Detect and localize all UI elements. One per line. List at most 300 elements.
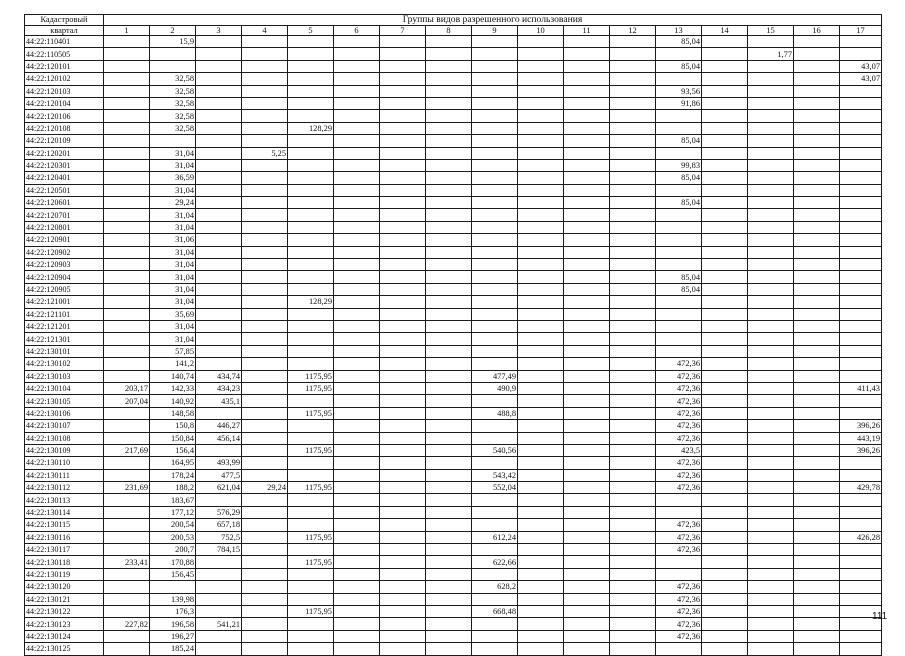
value-cell-group-17 [840,457,882,469]
value-cell-group-4 [242,605,288,617]
value-cell-group-8 [426,172,472,184]
value-cell-group-4 [242,544,288,556]
value-cell-group-1 [104,469,150,481]
value-cell-group-5 [288,147,334,159]
value-cell-group-16 [794,60,840,72]
value-cell-group-6 [334,382,380,394]
value-cell-group-4 [242,457,288,469]
table-row [25,97,882,109]
cadastral-quarter-cell: 44:22:130109 [25,444,104,456]
value-cell-group-1 [104,630,150,642]
table-row [25,370,882,382]
value-cell-group-12 [610,246,656,258]
value-cell-group-17 [840,259,882,271]
group-number-header: 10 [518,25,564,36]
value-cell-group-6 [334,209,380,221]
value-cell-group-13 [656,296,702,308]
value-cell-group-4 [242,618,288,630]
value-cell-group-5 [288,494,334,506]
value-cell-group-16 [794,432,840,444]
value-cell-group-12 [610,556,656,568]
value-cell-group-6 [334,544,380,556]
value-cell-group-12 [610,531,656,543]
cadastral-quarter-cell: 44:22:130101 [25,345,104,357]
value-cell-group-5 [288,519,334,531]
value-cell-group-13: 85,04 [656,36,702,48]
value-cell-group-12 [610,494,656,506]
value-cell-group-10 [518,581,564,593]
value-cell-group-1: 233,41 [104,556,150,568]
value-cell-group-5 [288,97,334,109]
value-cell-group-10 [518,246,564,258]
value-cell-group-4: 29,24 [242,482,288,494]
value-cell-group-14 [702,271,748,283]
value-cell-group-12 [610,147,656,159]
value-cell-group-4 [242,568,288,580]
value-cell-group-2: 139,98 [150,593,196,605]
table-row [25,581,882,593]
value-cell-group-17 [840,358,882,370]
value-cell-group-9 [472,259,518,271]
value-cell-group-5 [288,544,334,556]
value-cell-group-9 [472,296,518,308]
value-cell-group-5 [288,271,334,283]
value-cell-group-9 [472,643,518,655]
value-cell-group-7 [380,48,426,60]
value-cell-group-15 [748,469,794,481]
value-cell-group-15 [748,135,794,147]
value-cell-group-15 [748,395,794,407]
value-cell-group-12 [610,221,656,233]
value-cell-group-17 [840,159,882,171]
value-cell-group-11 [564,184,610,196]
value-cell-group-1 [104,184,150,196]
value-cell-group-7 [380,184,426,196]
value-cell-group-17 [840,296,882,308]
table-row [25,209,882,221]
value-cell-group-10 [518,97,564,109]
value-cell-group-4 [242,246,288,258]
value-cell-group-4 [242,370,288,382]
cadastral-quarter-cell: 44:22:120108 [25,122,104,134]
value-cell-group-10 [518,197,564,209]
table-row [25,432,882,444]
value-cell-group-3 [196,234,242,246]
value-cell-group-1 [104,296,150,308]
value-cell-group-17 [840,221,882,233]
value-cell-group-8 [426,97,472,109]
value-cell-group-4 [242,320,288,332]
value-cell-group-5 [288,48,334,60]
value-cell-group-10 [518,60,564,72]
value-cell-group-7 [380,159,426,171]
value-cell-group-2: 32,58 [150,73,196,85]
value-cell-group-2: 185,24 [150,643,196,655]
value-cell-group-3 [196,320,242,332]
value-cell-group-4 [242,358,288,370]
value-cell-group-3 [196,643,242,655]
value-cell-group-1: 217,69 [104,444,150,456]
value-cell-group-13: 472,36 [656,618,702,630]
value-cell-group-17 [840,581,882,593]
value-cell-group-9 [472,172,518,184]
value-cell-group-2 [150,48,196,60]
cadastral-quarter-cell: 44:22:130103 [25,370,104,382]
value-cell-group-15 [748,320,794,332]
value-cell-group-13: 472,36 [656,407,702,419]
value-cell-group-13 [656,568,702,580]
value-cell-group-11 [564,259,610,271]
value-cell-group-4 [242,234,288,246]
table-row [25,482,882,494]
value-cell-group-6 [334,122,380,134]
value-cell-group-15 [748,333,794,345]
value-cell-group-17: 43,07 [840,73,882,85]
value-cell-group-17 [840,568,882,580]
value-cell-group-3 [196,73,242,85]
value-cell-group-11 [564,320,610,332]
value-cell-group-13 [656,259,702,271]
value-cell-group-17: 43,07 [840,60,882,72]
value-cell-group-17 [840,122,882,134]
value-cell-group-15 [748,197,794,209]
value-cell-group-9 [472,147,518,159]
cadastral-quarter-cell: 44:22:130104 [25,382,104,394]
value-cell-group-11 [564,358,610,370]
table-row [25,618,882,630]
value-cell-group-11 [564,420,610,432]
value-cell-group-11 [564,97,610,109]
value-cell-group-15 [748,531,794,543]
value-cell-group-2: 177,12 [150,506,196,518]
cadastral-quarter-cell: 44:22:130124 [25,630,104,642]
value-cell-group-3: 434,23 [196,382,242,394]
value-cell-group-11 [564,60,610,72]
value-cell-group-8 [426,36,472,48]
value-cell-group-15: 1,77 [748,48,794,60]
value-cell-group-2: 35,69 [150,308,196,320]
value-cell-group-9 [472,209,518,221]
value-cell-group-5: 128,29 [288,122,334,134]
value-cell-group-9 [472,618,518,630]
value-cell-group-3 [196,159,242,171]
value-cell-group-15 [748,457,794,469]
value-cell-group-3: 434,74 [196,370,242,382]
value-cell-group-17 [840,246,882,258]
value-cell-group-5 [288,581,334,593]
value-cell-group-5: 1175,95 [288,605,334,617]
value-cell-group-9 [472,506,518,518]
value-cell-group-7 [380,506,426,518]
value-cell-group-11 [564,85,610,97]
value-cell-group-7 [380,172,426,184]
value-cell-group-15 [748,209,794,221]
value-cell-group-14 [702,60,748,72]
value-cell-group-17 [840,271,882,283]
cadastral-quarter-cell: 44:22:130116 [25,531,104,543]
value-cell-group-12 [610,630,656,642]
value-cell-group-8 [426,320,472,332]
value-cell-group-2: 15,9 [150,36,196,48]
value-cell-group-14 [702,358,748,370]
value-cell-group-2: 150,84 [150,432,196,444]
value-cell-group-6 [334,469,380,481]
value-cell-group-9: 488,8 [472,407,518,419]
value-cell-group-11 [564,618,610,630]
value-cell-group-6 [334,259,380,271]
value-cell-group-8 [426,482,472,494]
value-cell-group-1 [104,259,150,271]
value-cell-group-16 [794,110,840,122]
value-cell-group-15 [748,494,794,506]
value-cell-group-1 [104,581,150,593]
value-cell-group-5 [288,333,334,345]
value-cell-group-7 [380,531,426,543]
value-cell-group-4 [242,345,288,357]
value-cell-group-2: 164,95 [150,457,196,469]
value-cell-group-7 [380,60,426,72]
value-cell-group-17 [840,209,882,221]
value-cell-group-5 [288,234,334,246]
cadastral-quarter-cell: 44:22:120701 [25,209,104,221]
value-cell-group-8 [426,444,472,456]
value-cell-group-2: 142,33 [150,382,196,394]
cadastral-quarter-cell: 44:22:120903 [25,259,104,271]
value-cell-group-6 [334,296,380,308]
value-cell-group-11 [564,506,610,518]
value-cell-group-14 [702,73,748,85]
value-cell-group-3 [196,605,242,617]
value-cell-group-14 [702,184,748,196]
value-cell-group-10 [518,73,564,85]
value-cell-group-11 [564,395,610,407]
value-cell-group-16 [794,407,840,419]
value-cell-group-2: 57,85 [150,345,196,357]
value-cell-group-4 [242,259,288,271]
value-cell-group-10 [518,147,564,159]
value-cell-group-14 [702,172,748,184]
value-cell-group-6 [334,581,380,593]
value-cell-group-14 [702,506,748,518]
value-cell-group-17 [840,48,882,60]
value-cell-group-17 [840,308,882,320]
value-cell-group-13: 472,36 [656,457,702,469]
value-cell-group-14 [702,544,748,556]
value-cell-group-2: 31,04 [150,221,196,233]
value-cell-group-2: 31,04 [150,333,196,345]
value-cell-group-6 [334,246,380,258]
value-cell-group-8 [426,556,472,568]
value-cell-group-5 [288,320,334,332]
value-cell-group-12 [610,618,656,630]
value-cell-group-15 [748,296,794,308]
value-cell-group-16 [794,556,840,568]
value-cell-group-6 [334,506,380,518]
value-cell-group-1 [104,221,150,233]
value-cell-group-16 [794,345,840,357]
value-cell-group-12 [610,457,656,469]
land-use-table-sheet [24,14,882,656]
value-cell-group-15 [748,36,794,48]
value-cell-group-1 [104,209,150,221]
value-cell-group-16 [794,469,840,481]
value-cell-group-3 [196,593,242,605]
value-cell-group-2: 32,58 [150,110,196,122]
value-cell-group-8 [426,544,472,556]
value-cell-group-6 [334,36,380,48]
value-cell-group-7 [380,581,426,593]
group-number-header: 4 [242,25,288,36]
cadastral-quarter-cell: 44:22:130121 [25,593,104,605]
value-cell-group-2 [150,60,196,72]
value-cell-group-13: 472,36 [656,605,702,617]
value-cell-group-4 [242,197,288,209]
value-cell-group-11 [564,432,610,444]
value-cell-group-9: 668,48 [472,605,518,617]
value-cell-group-7 [380,544,426,556]
value-cell-group-14 [702,593,748,605]
value-cell-group-13 [656,122,702,134]
value-cell-group-10 [518,209,564,221]
value-cell-group-7 [380,345,426,357]
value-cell-group-6 [334,593,380,605]
value-cell-group-16 [794,506,840,518]
value-cell-group-16 [794,197,840,209]
value-cell-group-10 [518,420,564,432]
value-cell-group-10 [518,506,564,518]
value-cell-group-15 [748,420,794,432]
cadastral-quarter-cell: 44:22:130106 [25,407,104,419]
value-cell-group-12 [610,370,656,382]
cadastral-quarter-cell: 44:22:130115 [25,519,104,531]
header-row-numbers [25,25,882,36]
value-cell-group-14 [702,159,748,171]
value-cell-group-7 [380,568,426,580]
value-cell-group-4 [242,333,288,345]
value-cell-group-15 [748,544,794,556]
value-cell-group-11 [564,147,610,159]
table-row [25,519,882,531]
value-cell-group-10 [518,444,564,456]
value-cell-group-9 [472,184,518,196]
value-cell-group-6 [334,605,380,617]
value-cell-group-16 [794,259,840,271]
value-cell-group-2: 36,59 [150,172,196,184]
value-cell-group-1 [104,122,150,134]
value-cell-group-8 [426,308,472,320]
value-cell-group-6 [334,420,380,432]
value-cell-group-17 [840,172,882,184]
value-cell-group-15 [748,506,794,518]
value-cell-group-15 [748,283,794,295]
value-cell-group-12 [610,97,656,109]
value-cell-group-2: 200,54 [150,519,196,531]
value-cell-group-1 [104,605,150,617]
value-cell-group-2: 31,04 [150,320,196,332]
value-cell-group-17 [840,85,882,97]
header-row-top [25,15,882,26]
value-cell-group-6 [334,568,380,580]
cadastral-quarter-cell: 44:22:130122 [25,605,104,617]
value-cell-group-4 [242,135,288,147]
value-cell-group-7 [380,73,426,85]
value-cell-group-15 [748,97,794,109]
table-row [25,246,882,258]
value-cell-group-13: 472,36 [656,519,702,531]
value-cell-group-8 [426,407,472,419]
value-cell-group-2: 29,24 [150,197,196,209]
value-cell-group-11 [564,221,610,233]
value-cell-group-9: 543,42 [472,469,518,481]
table-row [25,605,882,617]
value-cell-group-10 [518,482,564,494]
value-cell-group-13 [656,333,702,345]
value-cell-group-10 [518,568,564,580]
value-cell-group-10 [518,519,564,531]
value-cell-group-14 [702,234,748,246]
value-cell-group-10 [518,630,564,642]
value-cell-group-10 [518,432,564,444]
value-cell-group-5 [288,345,334,357]
value-cell-group-16 [794,97,840,109]
cadastral-quarter-cell: 44:22:120106 [25,110,104,122]
group-number-header: 7 [380,25,426,36]
value-cell-group-12 [610,382,656,394]
value-cell-group-7 [380,283,426,295]
value-cell-group-7 [380,209,426,221]
value-cell-group-3 [196,36,242,48]
group-number-header: 1 [104,25,150,36]
value-cell-group-9 [472,345,518,357]
value-cell-group-5 [288,432,334,444]
cadastral-quarter-cell: 44:22:120904 [25,271,104,283]
value-cell-group-5 [288,568,334,580]
value-cell-group-3: 477,5 [196,469,242,481]
value-cell-group-16 [794,308,840,320]
table-row [25,395,882,407]
table-row [25,122,882,134]
value-cell-group-2: 140,92 [150,395,196,407]
group-number-header: 17 [840,25,882,36]
value-cell-group-2: 188,2 [150,482,196,494]
cadastral-quarter-cell: 44:22:130113 [25,494,104,506]
value-cell-group-15 [748,568,794,580]
group-number-header: 16 [794,25,840,36]
value-cell-group-5: 1175,95 [288,556,334,568]
value-cell-group-7 [380,246,426,258]
value-cell-group-13 [656,320,702,332]
value-cell-group-4 [242,110,288,122]
value-cell-group-2: 156,45 [150,568,196,580]
value-cell-group-15 [748,246,794,258]
value-cell-group-10 [518,395,564,407]
value-cell-group-11 [564,482,610,494]
value-cell-group-9 [472,234,518,246]
group-number-header: 14 [702,25,748,36]
value-cell-group-12 [610,159,656,171]
value-cell-group-2: 31,04 [150,159,196,171]
value-cell-group-16 [794,320,840,332]
value-cell-group-3: 576,29 [196,506,242,518]
table-row [25,506,882,518]
value-cell-group-12 [610,296,656,308]
value-cell-group-10 [518,221,564,233]
table-row [25,630,882,642]
value-cell-group-7 [380,420,426,432]
value-cell-group-14 [702,469,748,481]
value-cell-group-17 [840,544,882,556]
value-cell-group-3 [196,581,242,593]
